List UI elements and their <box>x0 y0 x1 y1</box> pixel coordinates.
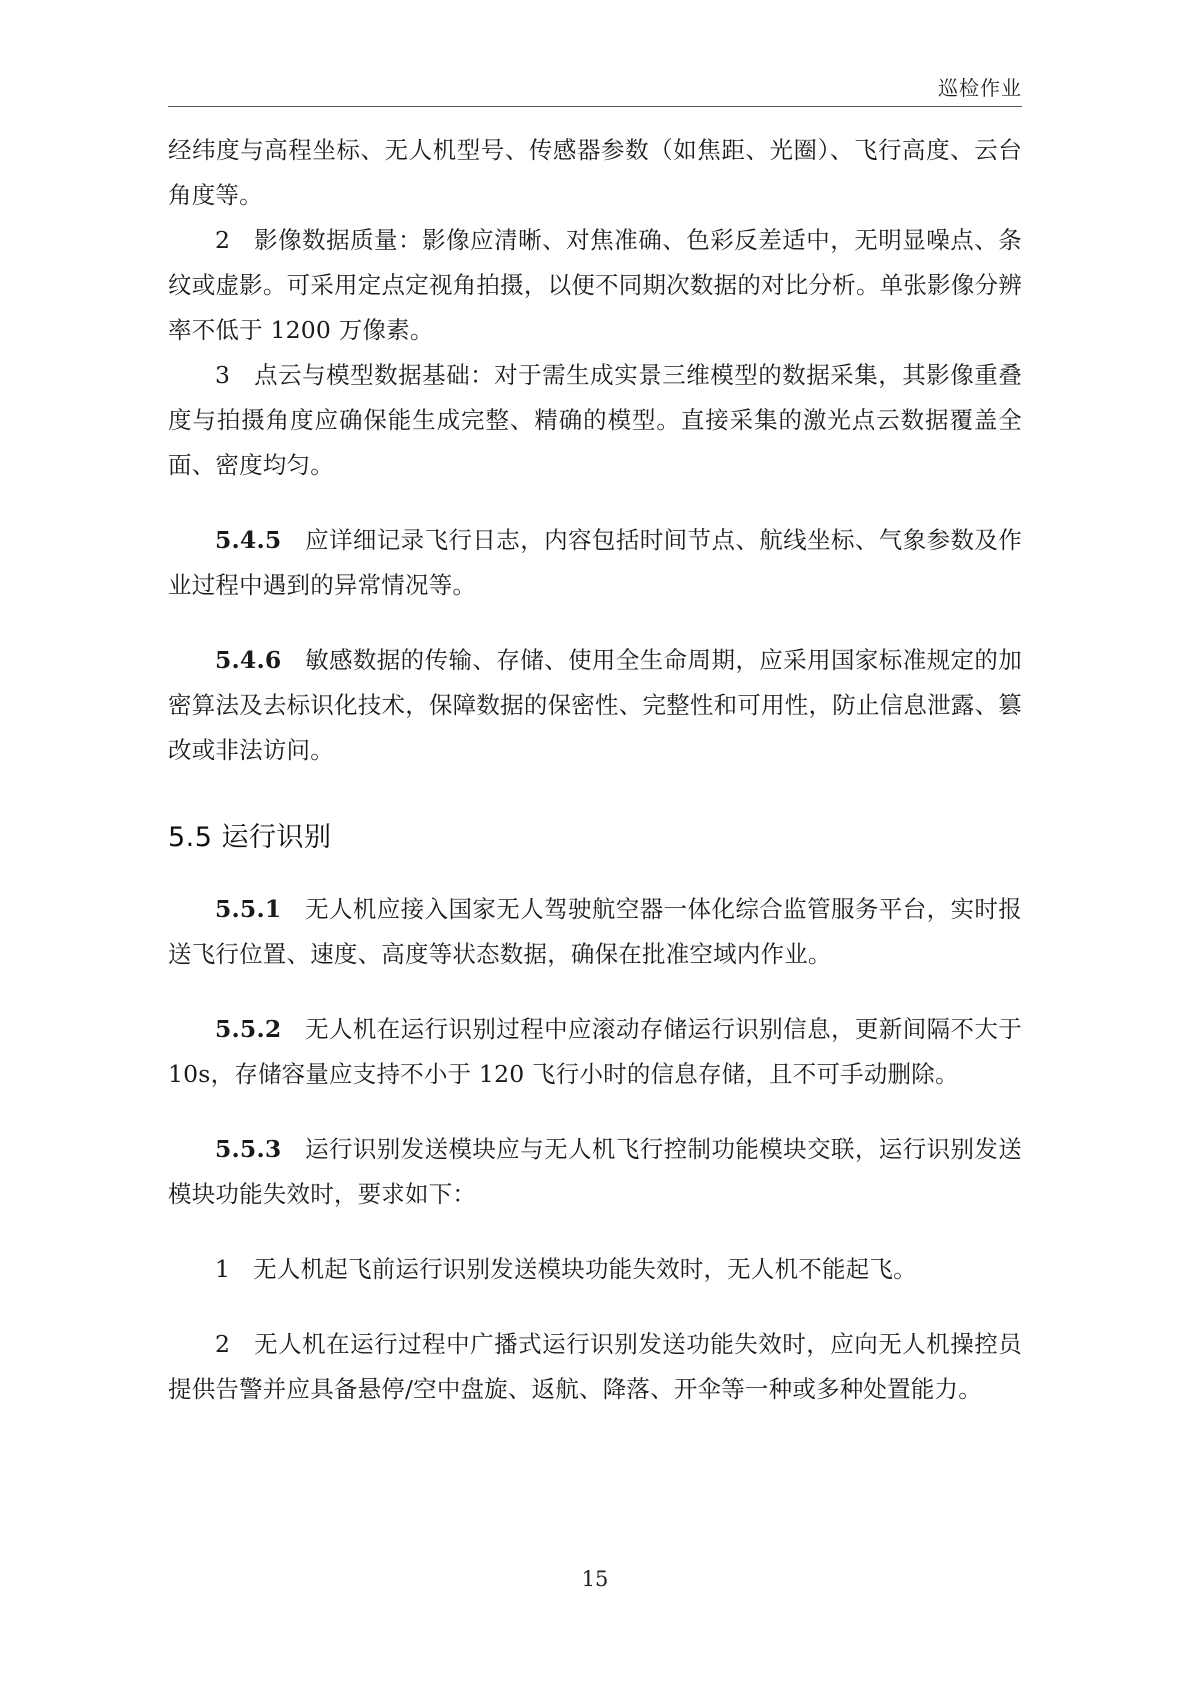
clause-number: 5.5.2 <box>215 1015 282 1043</box>
page-content <box>168 128 1022 1412</box>
list-item-number: 2 <box>215 226 231 254</box>
page-footer <box>0 1567 1190 1591</box>
clause-5-5-3 <box>168 1127 1022 1217</box>
clause-5-4-6 <box>168 638 1022 773</box>
clause-number: 5.5.3 <box>215 1135 282 1163</box>
list-item <box>168 1322 1022 1412</box>
paragraph-continuation <box>168 128 1022 218</box>
list-item-text: 无人机起飞前运行识别发送模块功能失效时，无人机不能起飞。 <box>253 1255 917 1283</box>
list-item <box>168 353 1022 488</box>
header-title: 巡检作业 <box>938 76 1022 100</box>
clause-text: 无人机在运行识别过程中应滚动存储运行识别信息，更新间隔不大于 10s，存储容量应支持不小于 120 飞行小时的信息存储，且不可手动删除。 <box>168 1015 1023 1088</box>
clause-5-4-5 <box>168 518 1022 608</box>
list-item-number: 2 <box>215 1330 231 1358</box>
page-header <box>168 72 1022 112</box>
paragraph-text: 经纬度与高程坐标、无人机型号、传感器参数（如焦距、光圈）、飞行高度、云台角度等。 <box>168 136 1022 209</box>
clause-text: 运行识别发送模块应与无人机飞行控制功能模块交联，运行识别发送模块功能失效时，要求如下： <box>168 1135 1023 1208</box>
clause-number: 5.4.5 <box>215 526 282 554</box>
list-item-text: 无人机在运行过程中广播式运行识别发送功能失效时，应向无人机操控员提供告警并应具备悬停/空中盘旋、返航、降落、开伞等一种或多种处置能力。 <box>168 1330 1022 1403</box>
clause-5-5-1 <box>168 887 1022 977</box>
page-number: 15 <box>581 1567 609 1591</box>
clause-number: 5.4.6 <box>215 646 282 674</box>
list-item <box>168 218 1022 353</box>
list-item-text: 影像数据质量：影像应清晰、对焦准确、色彩反差适中，无明显噪点、条纹或虚影。可采用定点定视角拍摄，以便不同期次数据的对比分析。单张影像分辨率不低于 1200 万像素。 <box>168 226 1022 344</box>
header-divider <box>168 106 1022 107</box>
section-heading-5-5: 5.5 运行识别 <box>168 822 332 853</box>
clause-5-5-2 <box>168 1007 1022 1097</box>
clause-text: 敏感数据的传输、存储、使用全生命周期，应采用国家标准规定的加密算法及去标识化技术，保障数据的保密性、完整性和可用性，防止信息泄露、篡改或非法访问。 <box>168 646 1023 764</box>
list-item-number: 3 <box>215 361 231 389</box>
list-item-number: 1 <box>215 1255 231 1283</box>
list-item <box>168 1247 1022 1292</box>
clause-number: 5.5.1 <box>215 895 282 923</box>
list-item-text: 点云与模型数据基础：对于需生成实景三维模型的数据采集，其影像重叠度与拍摄角度应确保能生成完整、精确的模型。直接采集的激光点云数据覆盖全面、密度均匀。 <box>168 361 1022 479</box>
clause-text: 无人机应接入国家无人驾驶航空器一体化综合监管服务平台，实时报送飞行位置、速度、高度等状态数据，确保在批准空域内作业。 <box>168 895 1023 968</box>
clause-text: 应详细记录飞行日志，内容包括时间节点、航线坐标、气象参数及作业过程中遇到的异常情况等。 <box>168 526 1023 599</box>
